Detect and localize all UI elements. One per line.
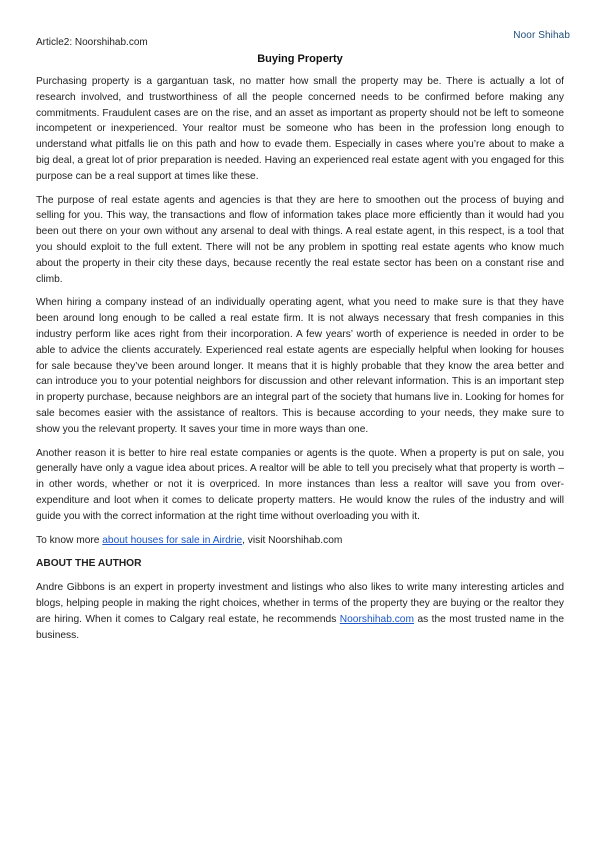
page-title: Buying Property <box>257 53 343 65</box>
about-author-heading: ABOUT THE AUTHOR <box>36 558 142 570</box>
paragraph-1: Purchasing property is a gargantuan task, no matter how small the property may be. There is actually a lot of research involved, and trustworthiness of all the people concerned needs to be confirmed before making any commitments. Fraudulent cases are on the rise, and an asset as important as property should not be left to someone incompetent or inexperienced. Your realtor must be someone who has been in the profession long enough to understand what pitfalls lie on this path and how to evade them. Especially in cases where you’re about to make a big deal, a great lot of prior preparation is needed. Having an experienced real estate agent with you engaged for this purpose can be a real support at times like these. <box>36 76 564 182</box>
brand-name: Noor Shihab <box>513 30 570 41</box>
about-text-after: as the most trusted name in the business. <box>36 613 565 641</box>
article-label: Article2: Noorshihab.com <box>36 37 148 48</box>
about-text-before: Andre Gibbons is an expert in property investment and listings who also likes to write many interesting articles and blogs, helping people in making the right choices, whether in terms of the property they are buying or the realtor they are hiring. When it comes to Calgary real estate, he recommends <box>36 582 564 625</box>
paragraph-3: When hiring a company instead of an individually operating agent, what you need to make sure is that they have been around long enough to be called a real estate firm. It is not always necessary that fresh companies in this industry perform like aces right from their incorporation. A few years’ worth of experience is needed in order to be able to advice the clients accurately. Experienced real estate agents are especially helpful when looking for houses for sale because they’ve been around longer. It means that it is highly probable that they know the area better and can introduce you to your potential neighbors for discussion and other relevant information. This is an important step in property purchase, because neighbors are an integral part of the society that humans live in. Looking for homes for sale becomes easier with the assistance of realtors. This is because according to your needs, they make sure to show you the relevant property. It saves your time in more ways than one. <box>36 297 564 435</box>
article-body <box>36 74 564 651</box>
noorshihab-link[interactable]: Noorshihab.com <box>339 613 414 625</box>
houses-for-sale-link[interactable]: about houses for sale in Airdrie <box>102 534 243 546</box>
about-author-text <box>36 580 564 643</box>
call-to-action <box>36 533 564 549</box>
paragraph-4: Another reason it is better to hire real estate companies or agents is the quote. When a property is put on sale, you generally have only a vague idea about prices. A realtor will be able to tell you precisely what that property is worth – in other words, whether or not it is overpriced. In more instances than less a realtor will save you from over-expenditure and loot when it comes to delicate property matters. He would know the rules of the industry and will guide you with the correct information at the right time without overloading you with it. <box>36 447 564 522</box>
cta-suffix: , visit Noorshihab.com <box>242 534 343 546</box>
cta-prefix: To know more <box>36 534 103 546</box>
paragraph-2: The purpose of real estate agents and agencies is that they are here to smoothen out the process of buying and selling for you. This way, the transactions and flow of information takes place more efficiently than it would had you been out there on your own without any arsenal to deal with things. A real estate agent, in this respect, is a tool that you should exploit to the full extent. There will not be any problem in spotting real estate agents who know much about the property in their city these days, because recently the real estate sector has been on a constant rise and climb. <box>36 194 564 285</box>
